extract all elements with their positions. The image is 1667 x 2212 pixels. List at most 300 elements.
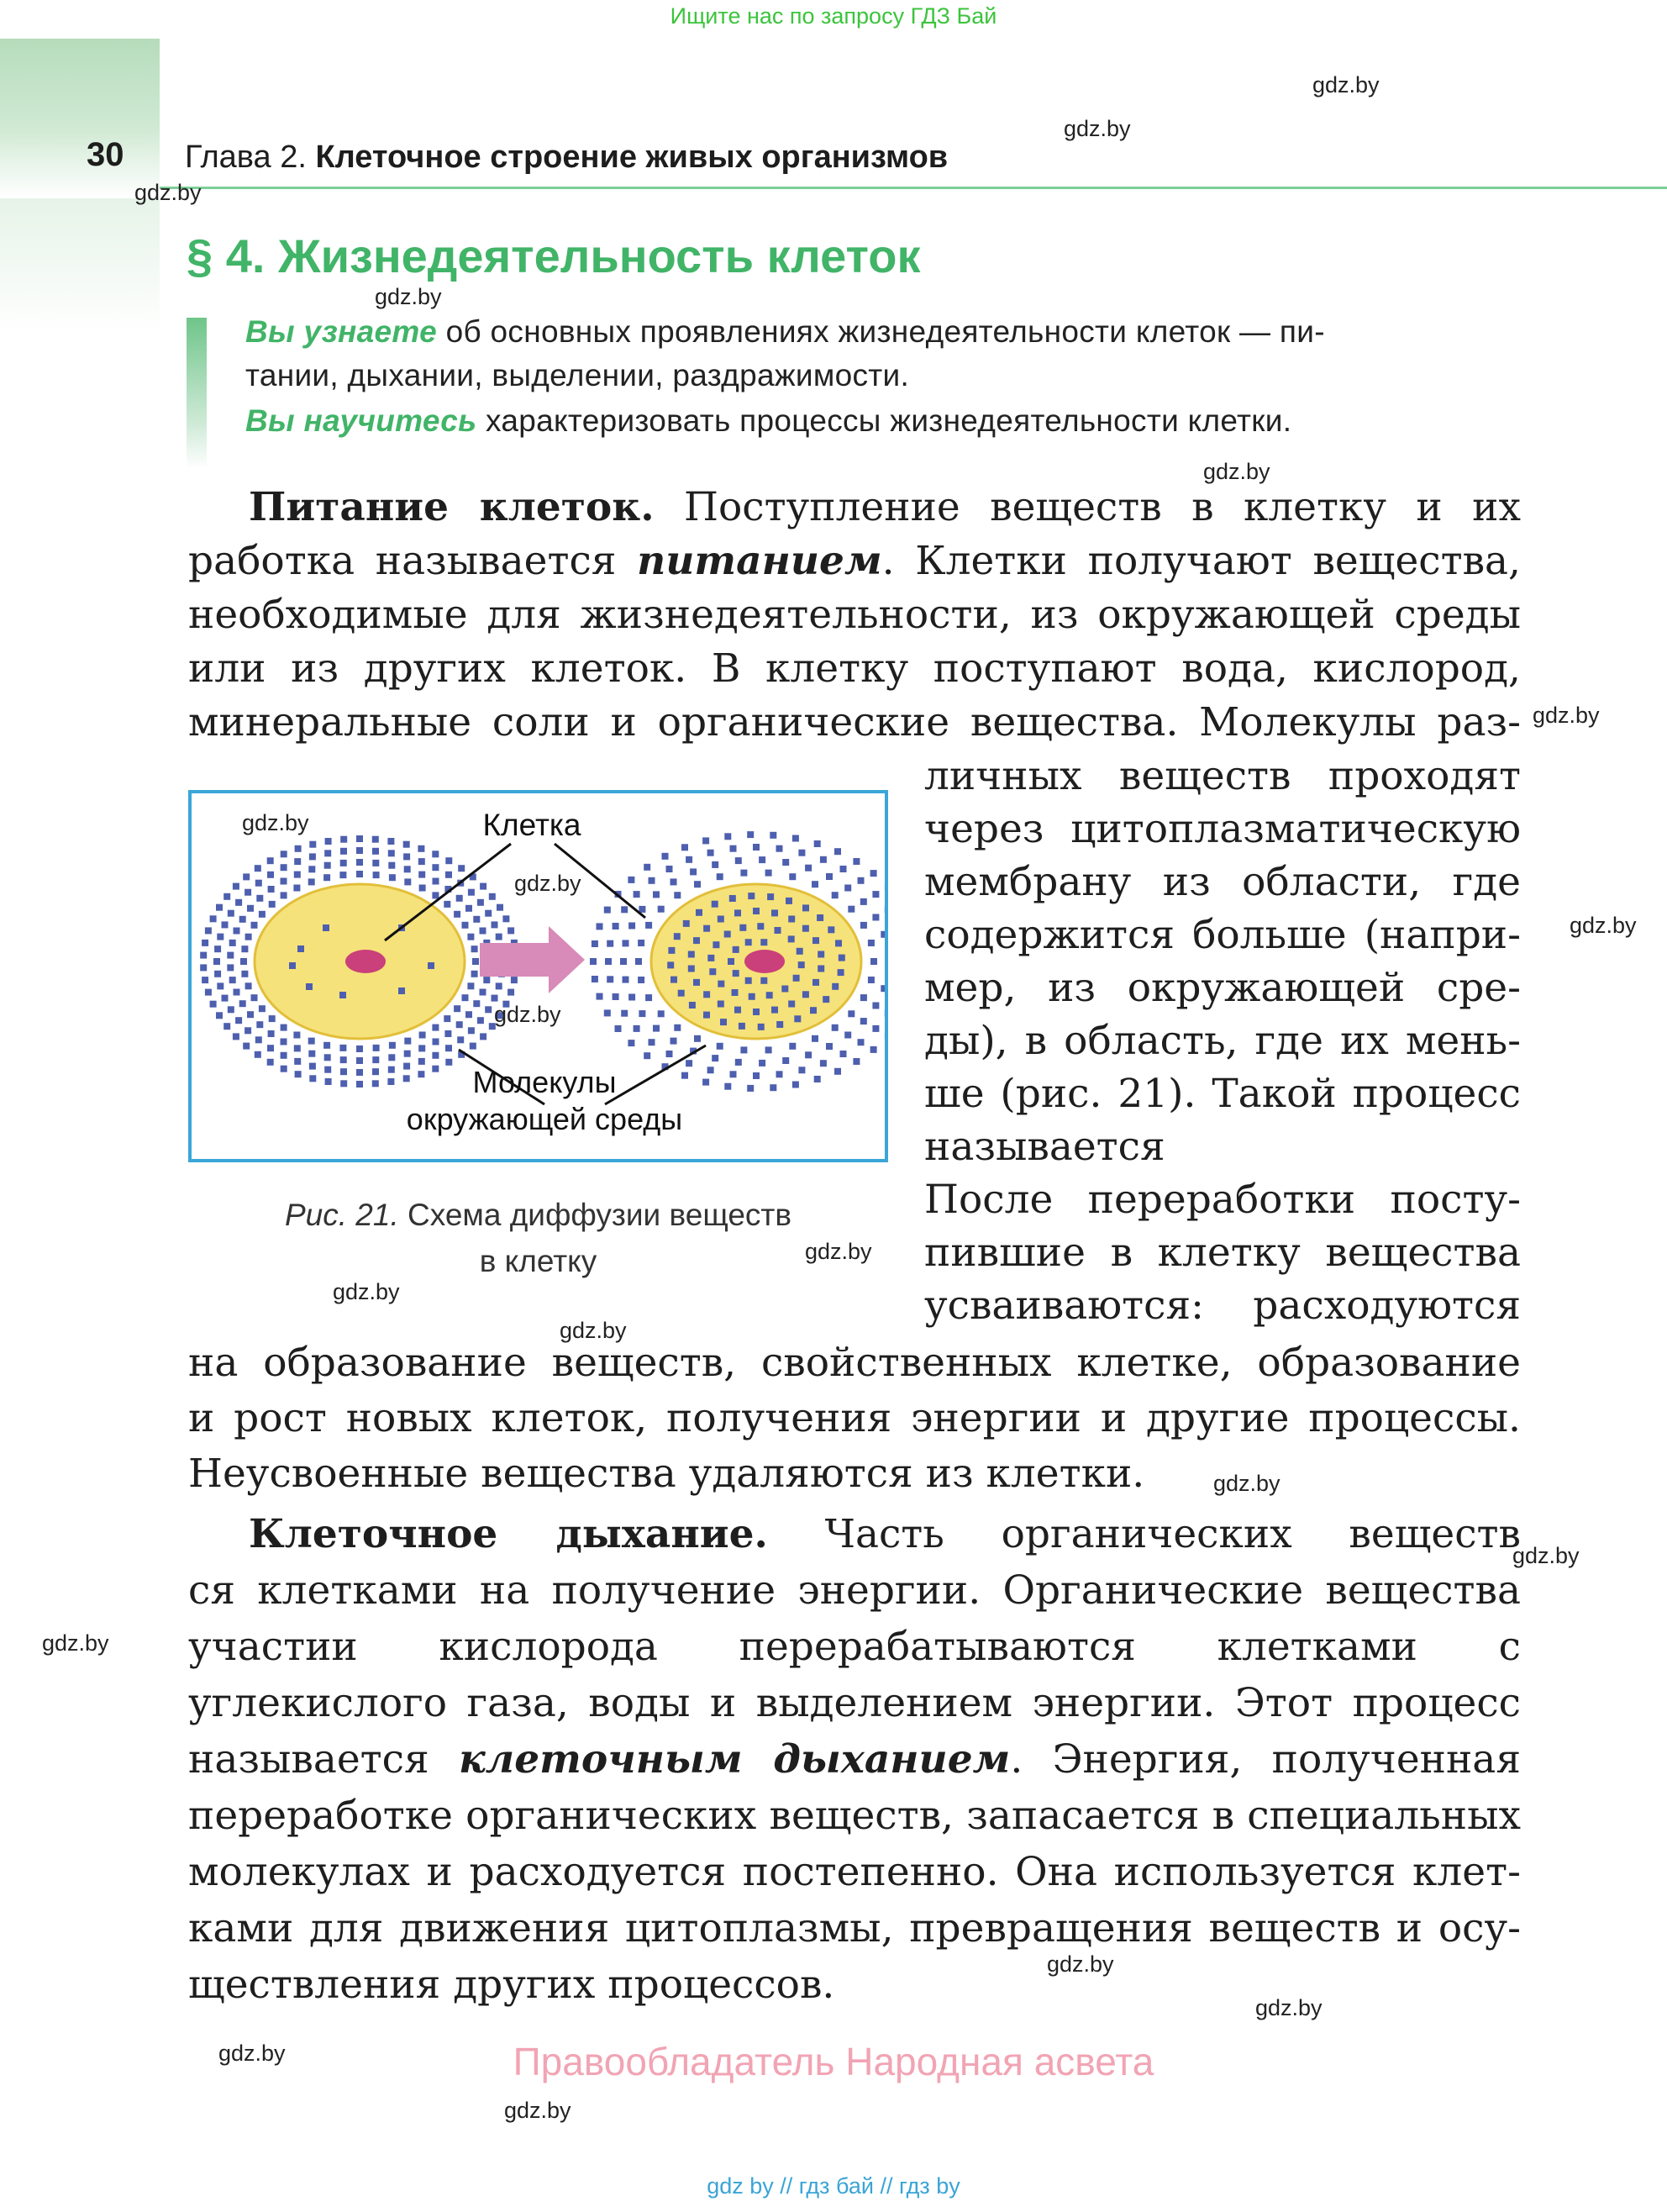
- molecule: [840, 866, 847, 872]
- molecule: [730, 1071, 737, 1077]
- molecule: [295, 1071, 302, 1077]
- molecule: [235, 899, 242, 906]
- molecule: [690, 868, 697, 875]
- figure-21: [188, 790, 888, 1162]
- molecule: [432, 864, 439, 871]
- molecule: [241, 945, 248, 952]
- watermark: gdz.by: [375, 284, 442, 309]
- molecule: [789, 873, 796, 880]
- cell-after: [651, 884, 861, 1039]
- molecule: [740, 870, 747, 877]
- molecule: [681, 844, 688, 851]
- molecule: [683, 920, 690, 927]
- molecule: [858, 1039, 865, 1045]
- molecule: [645, 922, 652, 929]
- molecule: [217, 982, 223, 989]
- molecule: [340, 848, 347, 855]
- molecule: [798, 1066, 805, 1073]
- cell-before-nucleus: [345, 950, 386, 973]
- label-molecules-2: окружающей среды: [406, 1102, 683, 1136]
- molecule: [309, 1063, 316, 1070]
- molecule: [432, 892, 439, 898]
- molecule: [707, 1066, 714, 1073]
- molecule: [639, 1010, 645, 1017]
- molecule: [281, 851, 287, 857]
- molecule: [356, 847, 363, 854]
- molecule: [812, 979, 819, 986]
- molecule: [373, 872, 380, 878]
- molecule: [269, 1015, 276, 1022]
- molecule: [681, 1072, 688, 1079]
- molecule: [432, 1052, 439, 1059]
- molecule: [267, 872, 274, 878]
- molecule: [281, 1039, 287, 1045]
- molecule: [489, 893, 496, 900]
- molecule: [696, 909, 702, 916]
- p2-line-2: ся клетками на получение энергии. Органические вещества: [188, 1567, 1521, 1614]
- molecule: [718, 981, 724, 988]
- molecule: [324, 862, 331, 869]
- molecule: [753, 1072, 760, 1079]
- molecule: [372, 1056, 379, 1063]
- p1-line-4: или из других клеток. В клетку поступают вода, кислород,: [188, 645, 1521, 692]
- molecule: [492, 921, 498, 928]
- molecule: [818, 966, 824, 972]
- molecule: [239, 916, 246, 923]
- molecule: [713, 941, 719, 948]
- molecule: [805, 865, 812, 872]
- term-nutrition: питанием: [637, 538, 882, 584]
- figure-caption-line-1: [188, 1192, 888, 1238]
- molecule: [776, 1021, 783, 1028]
- molecule: [765, 1046, 772, 1053]
- molecule: [628, 994, 635, 1001]
- molecule: [623, 940, 629, 946]
- footer-links[interactable]: gdz by // гдз бай // гдз by: [707, 2173, 960, 2199]
- molecule: [210, 1001, 217, 1008]
- molecule: [649, 877, 655, 884]
- molecule: [870, 958, 877, 965]
- p1-tail-2: и рост новых клеток, получения энергии и другие процессы.: [188, 1395, 1521, 1441]
- p1-side-5: мер, из окружающей сре-: [924, 965, 1521, 1011]
- molecule: [465, 1011, 472, 1018]
- watermark: gdz.by: [134, 180, 202, 205]
- molecule: [227, 952, 234, 959]
- watermark: gdz.by: [333, 1279, 400, 1304]
- molecule: [753, 1009, 760, 1015]
- molecule: [324, 1066, 331, 1073]
- molecule: [243, 1043, 250, 1050]
- molecule: [308, 1051, 315, 1057]
- molecule: [872, 1025, 879, 1032]
- diffusion-diagram: [192, 793, 885, 1159]
- molecule: [765, 870, 772, 877]
- molecule: [340, 1068, 347, 1075]
- leader-mol-right: [605, 1045, 706, 1104]
- molecule: [205, 927, 212, 934]
- molecule: [256, 1021, 263, 1028]
- molecule: [233, 1033, 239, 1040]
- molecule: [356, 835, 363, 842]
- molecule: [210, 915, 217, 922]
- molecule: [745, 939, 752, 945]
- watermark: gdz.by: [1533, 703, 1600, 728]
- molecule: [496, 934, 502, 940]
- molecule: [670, 1038, 677, 1045]
- header-rule: [160, 187, 1667, 189]
- molecule: [245, 934, 252, 940]
- molecule: [662, 853, 669, 860]
- molecule: [620, 958, 627, 965]
- molecule: [645, 994, 652, 1001]
- p1-side-2: через цитоплазматическую: [924, 806, 1521, 852]
- molecule: [340, 836, 347, 843]
- molecule: [703, 991, 710, 998]
- molecule: [245, 982, 252, 989]
- molecule: [868, 977, 875, 983]
- molecule: [740, 1046, 747, 1053]
- molecule: [812, 1035, 818, 1042]
- watermark: gdz.by: [1213, 1471, 1280, 1496]
- molecule: [872, 891, 879, 898]
- objectives-skill-text: характеризовать процессы жизнедеятельности клетки.: [476, 403, 1292, 438]
- molecule: [387, 1078, 394, 1085]
- molecule: [797, 948, 803, 955]
- molecule: [788, 1001, 795, 1008]
- molecule: [621, 906, 628, 913]
- molecule: [243, 873, 250, 880]
- molecule: [634, 1025, 640, 1032]
- molecule: [767, 893, 774, 900]
- molecule: [251, 994, 258, 1001]
- molecule: [323, 924, 329, 931]
- molecule: [634, 891, 640, 898]
- p2-line-3: участии кислорода перерабатываются клетками с: [188, 1624, 1521, 1670]
- label-molecules-1: Молекулы: [472, 1065, 617, 1099]
- molecule: [848, 1010, 855, 1017]
- watermark: gdz.by: [1312, 72, 1380, 97]
- molecule: [666, 1051, 673, 1057]
- molecule: [458, 865, 465, 872]
- molecule: [745, 977, 752, 984]
- chapter-header: [185, 140, 948, 176]
- molecule: [628, 1040, 634, 1046]
- molecule: [309, 853, 316, 860]
- molecule: [325, 838, 332, 845]
- p2-line-1: [188, 1508, 1521, 1562]
- molecule: [839, 955, 845, 961]
- molecule: [372, 848, 379, 855]
- molecule: [832, 1024, 839, 1031]
- molecule: [462, 994, 469, 1001]
- p1-heading: Питание клеток.: [249, 484, 655, 530]
- molecule: [473, 916, 480, 923]
- molecule: [247, 1011, 254, 1018]
- molecule: [202, 977, 208, 983]
- molecule: [760, 939, 767, 945]
- molecule: [881, 931, 885, 938]
- p1-line-2-b: . Клетки получают вещества,: [881, 538, 1521, 584]
- molecule: [812, 937, 819, 944]
- watermark: gdz.by: [1255, 1995, 1323, 2020]
- molecule: [418, 845, 424, 852]
- molecule: [597, 993, 603, 1000]
- molecule: [653, 891, 660, 898]
- molecule: [834, 1068, 841, 1075]
- molecule: [340, 860, 347, 866]
- molecule: [418, 1045, 425, 1051]
- molecule: [255, 1051, 261, 1058]
- molecule: [388, 862, 395, 869]
- molecule: [372, 1068, 379, 1075]
- molecule: [814, 840, 821, 847]
- molecule: [828, 926, 834, 933]
- molecule: [820, 856, 827, 863]
- watermark: gdz.by: [1047, 1951, 1114, 1977]
- molecule: [373, 1045, 380, 1051]
- molecule: [712, 901, 718, 908]
- molecule: [356, 1045, 363, 1052]
- molecule: [281, 878, 287, 885]
- molecule: [483, 977, 490, 983]
- molecule: [805, 1051, 812, 1058]
- chapter-prefix: Глава 2.: [185, 140, 307, 175]
- watermark: gdz.by: [242, 810, 309, 835]
- objectives-skill-line: [245, 403, 1291, 439]
- molecule: [775, 927, 781, 934]
- molecule: [472, 958, 479, 965]
- molecule: [788, 916, 795, 923]
- chapter-title: Клеточное строение живых организмов: [315, 140, 949, 175]
- molecule: [802, 925, 809, 932]
- molecule: [832, 892, 839, 898]
- p1-side-3: мембрану из области, где: [924, 859, 1521, 905]
- molecule: [235, 1017, 242, 1024]
- molecule: [881, 985, 885, 992]
- molecule: [403, 853, 410, 860]
- p1-side-11: усваиваются: расходуются: [924, 1282, 1521, 1329]
- molecule: [872, 1003, 879, 1009]
- label-cell: Клетка: [482, 808, 581, 842]
- molecule: [294, 1058, 301, 1065]
- molecule: [387, 838, 394, 845]
- molecule: [308, 1038, 315, 1045]
- molecule: [693, 979, 700, 986]
- molecule: [340, 1080, 347, 1087]
- molecule: [289, 962, 296, 969]
- molecule: [613, 923, 619, 930]
- molecule: [418, 1058, 425, 1065]
- molecule: [759, 1060, 765, 1066]
- molecule: [468, 889, 475, 896]
- molecule: [674, 933, 681, 940]
- molecule: [858, 877, 865, 884]
- watermark: gdz.by: [514, 871, 581, 896]
- molecule: [372, 1080, 379, 1087]
- molecule: [356, 1081, 363, 1088]
- molecule: [812, 881, 818, 887]
- molecule: [590, 958, 597, 965]
- molecule: [445, 1059, 452, 1066]
- objectives-know-line-1: [245, 314, 1325, 350]
- figure-caption-line-2: в клетку: [479, 1244, 597, 1278]
- page-corner-tab: [0, 39, 160, 198]
- molecule: [223, 1023, 230, 1030]
- molecule: [658, 906, 665, 913]
- molecule: [707, 955, 714, 961]
- molecule: [628, 877, 634, 883]
- p1-side-6: ды), в область, где их мень-: [924, 1018, 1521, 1064]
- molecule: [454, 911, 460, 918]
- molecule: [735, 1059, 742, 1066]
- molecule: [241, 971, 248, 977]
- molecule: [753, 908, 760, 914]
- molecule: [308, 866, 315, 872]
- molecule: [760, 977, 767, 984]
- molecule: [734, 1007, 741, 1014]
- molecule: [792, 835, 799, 842]
- term-cell-respiration: клеточным дыханием: [459, 1736, 1011, 1783]
- watermark: gdz.by: [1570, 913, 1637, 938]
- watermark: gdz.by: [504, 2098, 571, 2123]
- molecule: [268, 1030, 275, 1037]
- molecule: [372, 860, 379, 866]
- molecule: [759, 856, 765, 863]
- molecule: [747, 1085, 754, 1092]
- molecule: [245, 889, 251, 896]
- molecule: [604, 1009, 611, 1016]
- molecule: [607, 976, 613, 982]
- molecule: [222, 995, 229, 1002]
- molecule: [471, 971, 478, 977]
- molecule: [870, 870, 877, 877]
- molecule: [293, 885, 300, 892]
- molecule: [694, 1035, 701, 1042]
- molecule: [432, 1066, 439, 1072]
- molecule: [306, 983, 313, 990]
- molecule: [465, 905, 472, 912]
- molecule: [605, 958, 612, 965]
- molecule: [868, 940, 875, 946]
- molecule: [870, 1046, 877, 1053]
- molecule: [497, 904, 503, 911]
- molecule: [782, 1057, 789, 1064]
- p2-line-5: [188, 1733, 1521, 1787]
- objectives-know-text: об основных проявлениях жизнедеятельности клеток — пи-: [437, 314, 1325, 349]
- molecule: [739, 1023, 745, 1030]
- cell-before: [255, 884, 465, 1039]
- molecule: [814, 1076, 821, 1082]
- molecule: [739, 924, 746, 931]
- molecule: [234, 989, 240, 996]
- molecule: [670, 878, 677, 885]
- molecule: [404, 866, 411, 872]
- molecule: [644, 864, 650, 871]
- molecule: [667, 961, 674, 968]
- p1-line-2-a: работка называется: [188, 538, 638, 584]
- molecule: [820, 1060, 827, 1066]
- molecule: [467, 934, 474, 940]
- molecule: [454, 1005, 460, 1012]
- molecule: [798, 961, 805, 968]
- molecule: [666, 866, 673, 872]
- molecule: [217, 934, 223, 940]
- molecule: [389, 1042, 396, 1049]
- molecule: [818, 951, 824, 958]
- molecule: [707, 850, 714, 856]
- molecule: [802, 904, 809, 911]
- molecule: [309, 1075, 316, 1082]
- molecule: [786, 898, 792, 904]
- molecule: [388, 1066, 395, 1073]
- molecule: [826, 1043, 833, 1050]
- molecule: [802, 991, 809, 998]
- molecule: [653, 1025, 660, 1032]
- molecule: [668, 947, 675, 954]
- molecule: [468, 1027, 475, 1034]
- molecule: [623, 977, 629, 983]
- molecule: [604, 907, 611, 914]
- molecule: [269, 901, 276, 908]
- molecule: [733, 946, 739, 953]
- molecule: [222, 921, 229, 928]
- molecule: [730, 845, 737, 852]
- watermark: gdz.by: [42, 1630, 109, 1656]
- molecule: [728, 958, 734, 965]
- molecule: [724, 833, 731, 840]
- molecule: [418, 858, 425, 865]
- molecule: [689, 1002, 696, 1009]
- objectives-bar: [187, 318, 207, 469]
- molecule: [324, 850, 331, 856]
- top-banner: Ищите нас по запросу ГДЗ Бай: [670, 3, 997, 29]
- molecule: [638, 940, 644, 946]
- molecule: [771, 1007, 778, 1014]
- molecule: [835, 940, 842, 946]
- molecule: [294, 872, 301, 878]
- molecule: [200, 964, 207, 971]
- molecule: [213, 958, 220, 965]
- molecule: [757, 923, 764, 930]
- molecule: [228, 910, 234, 917]
- molecule: [267, 1045, 274, 1051]
- molecule: [404, 1038, 411, 1045]
- molecule: [470, 1043, 476, 1050]
- molecule: [718, 916, 724, 923]
- molecule: [770, 1084, 776, 1091]
- molecule: [644, 1052, 650, 1059]
- molecule: [844, 1032, 851, 1039]
- molecule: [733, 970, 739, 977]
- p2-line-5-a: называется: [188, 1736, 459, 1783]
- molecule: [592, 940, 598, 947]
- molecule: [792, 1082, 799, 1088]
- molecule: [794, 1015, 801, 1022]
- molecule: [372, 836, 379, 843]
- molecule: [267, 857, 274, 864]
- molecule: [718, 1001, 724, 1008]
- molecule: [473, 1000, 480, 1007]
- molecule: [205, 989, 212, 996]
- molecule: [507, 927, 514, 934]
- molecule: [817, 914, 823, 921]
- molecule: [748, 893, 755, 899]
- molecule: [686, 1060, 692, 1066]
- molecule: [323, 874, 330, 881]
- molecule: [724, 931, 731, 938]
- molecule: [720, 1019, 727, 1025]
- molecule: [848, 906, 855, 913]
